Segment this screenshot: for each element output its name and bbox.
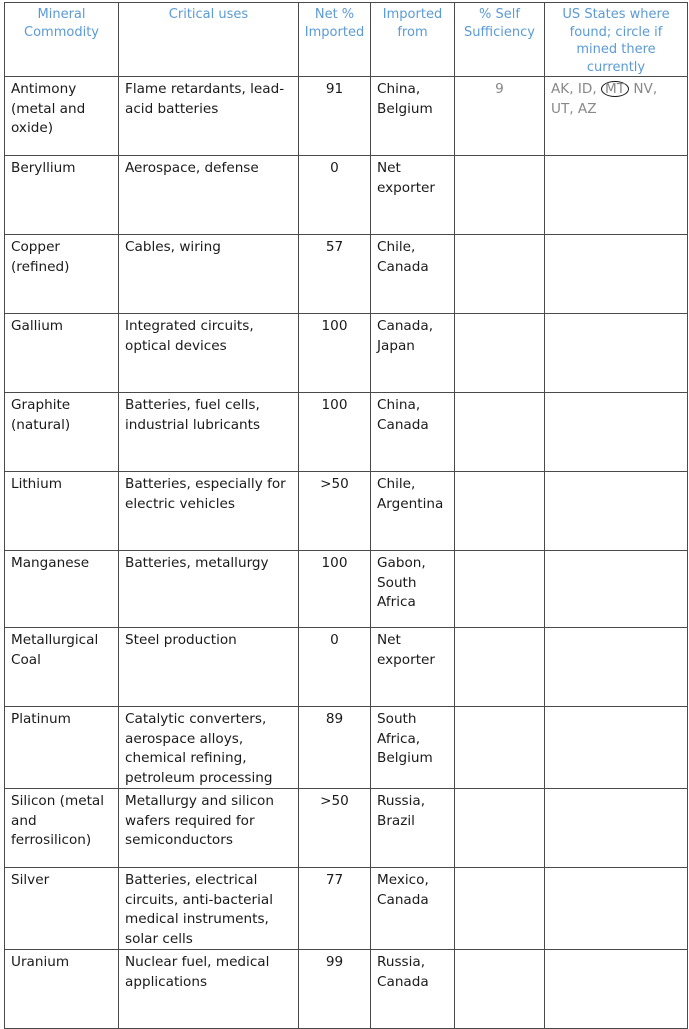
- us-states-cell: [545, 472, 688, 551]
- self-sufficiency-cell: [455, 789, 545, 868]
- self-sufficiency-cell: [455, 868, 545, 950]
- net-imported-cell: 100: [299, 314, 371, 393]
- self-sufficiency-cell: [455, 235, 545, 314]
- us-states-cell: [545, 707, 688, 789]
- header-us-states: US States where found; circle if mined there currently: [545, 3, 688, 77]
- net-imported-cell: 100: [299, 393, 371, 472]
- imported-from-cell: Canada, Japan: [371, 314, 455, 393]
- us-states-cell: [545, 551, 688, 628]
- header-mineral-commodity: Mineral Commodity: [5, 3, 119, 77]
- us-states-cell: [545, 235, 688, 314]
- table-body: [5, 77, 688, 1029]
- net-imported-cell: 91: [299, 77, 371, 156]
- us-states-cell: [545, 77, 688, 156]
- table-row: [5, 235, 688, 314]
- self-sufficiency-cell: [455, 551, 545, 628]
- mineral-name-cell: Beryllium: [5, 156, 119, 235]
- us-states-cell: [545, 868, 688, 950]
- table-row: [5, 950, 688, 1029]
- critical-uses-cell: Metallurgy and silicon wafers required for semiconductors: [119, 789, 299, 868]
- net-imported-cell: >50: [299, 472, 371, 551]
- table-row: [5, 628, 688, 707]
- us-states-cell: [545, 393, 688, 472]
- imported-from-cell: Chile, Canada: [371, 235, 455, 314]
- self-sufficiency-cell: [455, 314, 545, 393]
- imported-from-cell: China, Belgium: [371, 77, 455, 156]
- mineral-name-cell: Gallium: [5, 314, 119, 393]
- imported-from-cell: Russia, Brazil: [371, 789, 455, 868]
- mineral-name-cell: Manganese: [5, 551, 119, 628]
- us-states-cell: [545, 156, 688, 235]
- mineral-name-cell: Lithium: [5, 472, 119, 551]
- header-imported-from: Imported from: [371, 3, 455, 77]
- self-sufficiency-cell: [455, 472, 545, 551]
- net-imported-cell: 0: [299, 156, 371, 235]
- imported-from-cell: Mexico, Canada: [371, 868, 455, 950]
- imported-from-cell: South Africa, Belgium: [371, 707, 455, 789]
- imported-from-cell: Net exporter: [371, 156, 455, 235]
- critical-uses-cell: Batteries, electrical circuits, anti-bacterial medical instruments, solar cells: [119, 868, 299, 950]
- mineral-name-cell: Copper (refined): [5, 235, 119, 314]
- mineral-name-cell: Uranium: [5, 950, 119, 1029]
- net-imported-cell: 100: [299, 551, 371, 628]
- states-text: NV, UT, AZ: [551, 81, 658, 117]
- us-states-cell: [545, 628, 688, 707]
- critical-uses-cell: Batteries, especially for electric vehicles: [119, 472, 299, 551]
- critical-uses-cell: Integrated circuits, optical devices: [119, 314, 299, 393]
- critical-uses-cell: Batteries, fuel cells, industrial lubricants: [119, 393, 299, 472]
- mineral-name-cell: Antimony (metal and oxide): [5, 77, 119, 156]
- critical-uses-cell: Catalytic converters, aerospace alloys, chemical refining, petroleum processing: [119, 707, 299, 789]
- us-states-cell: [545, 789, 688, 868]
- net-imported-cell: 77: [299, 868, 371, 950]
- imported-from-cell: Gabon, South Africa: [371, 551, 455, 628]
- net-imported-cell: >50: [299, 789, 371, 868]
- table-header-row: [5, 3, 688, 77]
- us-states-cell: [545, 314, 688, 393]
- self-sufficiency-cell: [455, 707, 545, 789]
- self-sufficiency-cell: [455, 628, 545, 707]
- self-sufficiency-cell: [455, 950, 545, 1029]
- imported-from-cell: Net exporter: [371, 628, 455, 707]
- mineral-name-cell: Metallurgical Coal: [5, 628, 119, 707]
- table-row: [5, 393, 688, 472]
- circled-state-mark: MT: [601, 81, 629, 97]
- header-self-sufficiency: % Self Sufficiency: [455, 3, 545, 77]
- critical-uses-cell: Batteries, metallurgy: [119, 551, 299, 628]
- critical-uses-cell: Aerospace, defense: [119, 156, 299, 235]
- imported-from-cell: China, Canada: [371, 393, 455, 472]
- table-row: [5, 789, 688, 868]
- header-critical-uses: Critical uses: [119, 3, 299, 77]
- table-row: [5, 707, 688, 789]
- self-sufficiency-cell: [455, 393, 545, 472]
- self-sufficiency-cell: [455, 156, 545, 235]
- table-row: [5, 314, 688, 393]
- critical-minerals-table: [4, 2, 688, 1029]
- table-row: [5, 472, 688, 551]
- critical-uses-cell: Flame retardants, lead-acid batteries: [119, 77, 299, 156]
- header-net-imported: Net % Imported: [299, 3, 371, 77]
- mineral-name-cell: Silver: [5, 868, 119, 950]
- imported-from-cell: Russia, Canada: [371, 950, 455, 1029]
- critical-uses-cell: Steel production: [119, 628, 299, 707]
- net-imported-cell: 57: [299, 235, 371, 314]
- net-imported-cell: 89: [299, 707, 371, 789]
- us-states-cell: [545, 950, 688, 1029]
- self-sufficiency-cell: 9: [455, 77, 545, 156]
- critical-uses-cell: Nuclear fuel, medical applications: [119, 950, 299, 1029]
- table-row: [5, 551, 688, 628]
- net-imported-cell: 99: [299, 950, 371, 1029]
- mineral-name-cell: Platinum: [5, 707, 119, 789]
- table-row: [5, 156, 688, 235]
- imported-from-cell: Chile, Argentina: [371, 472, 455, 551]
- states-text: AK, ID,: [551, 81, 601, 97]
- table-row: [5, 77, 688, 156]
- table-row: [5, 868, 688, 950]
- mineral-name-cell: Silicon (metal and ferrosilicon): [5, 789, 119, 868]
- mineral-name-cell: Graphite (natural): [5, 393, 119, 472]
- net-imported-cell: 0: [299, 628, 371, 707]
- critical-uses-cell: Cables, wiring: [119, 235, 299, 314]
